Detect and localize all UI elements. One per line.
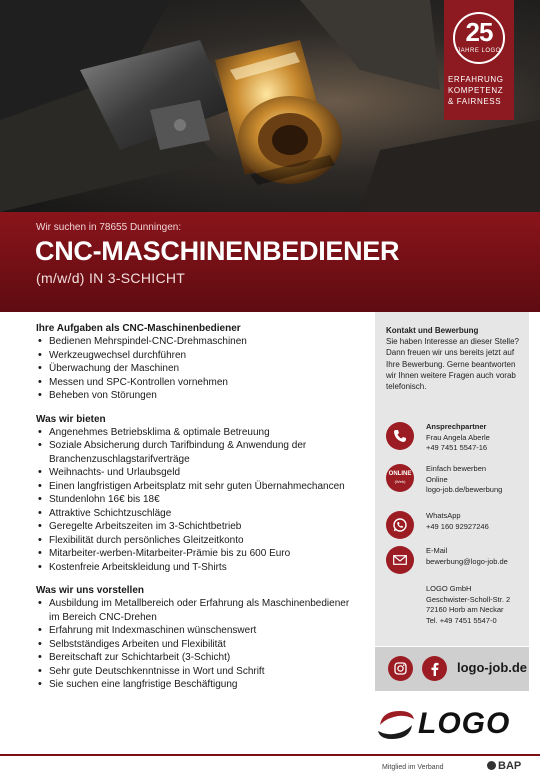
anniversary-subtitle: JAHRE LOGO xyxy=(457,48,501,54)
whatsapp-label: WhatsApp xyxy=(426,511,461,520)
list-item: • Bedienen Mehrspindel-CNC-Drehmaschinen xyxy=(36,335,358,349)
job-description xyxy=(36,322,358,702)
list-item: • Messen und SPC-Kontrollen vornehmen xyxy=(36,376,358,390)
bap-logo xyxy=(487,760,521,772)
slogan-line: KOMPETENZ xyxy=(448,86,504,95)
hero-image xyxy=(0,0,540,212)
tasks-list xyxy=(36,335,358,403)
logo-wordmark: LOGO xyxy=(418,707,511,740)
contact-intro-heading: Kontakt und Bewerbung xyxy=(386,326,479,335)
section-tasks xyxy=(36,322,358,403)
social-bar xyxy=(375,647,529,691)
online-badge-label: ONLINE xyxy=(388,471,412,477)
contact-phone-link[interactable]: +49 7451 5547-16 xyxy=(426,443,488,452)
website-link[interactable]: logo-job.de xyxy=(457,660,528,675)
phone-icon xyxy=(386,422,414,450)
list-item: • Bereitschaft zur Schichtarbeit (3-Schicht) xyxy=(36,651,358,665)
list-item: • Selbstständiges Arbeiten und Flexibilität xyxy=(36,638,358,652)
address-city: 72160 Horb am Neckar xyxy=(426,605,504,614)
logo-mark-icon xyxy=(376,707,416,743)
contact-intro-text: Sie haben Interesse an dieser Stelle? Dann freuen wir uns bereits jetzt auf Ihre Bewerbung. Gerne beantworten wir Ihnen weitere Fragen auch vorab telefonisch. xyxy=(386,337,519,392)
list-item: • Geregelte Arbeitszeiten im 3-Schichtbetrieb xyxy=(36,520,358,534)
job-subtitle: (m/w/d) IN 3-SCHICHT xyxy=(36,270,186,286)
slogan-line: & FAIRNESS xyxy=(448,97,502,106)
slogan-line: ERFAHRUNG xyxy=(448,75,504,84)
company-logo xyxy=(376,705,528,745)
email-address-link[interactable]: bewerbung@logo-job.de xyxy=(426,556,508,566)
online-apply-sub: Online xyxy=(426,474,448,484)
list-item: • Attraktive Schichtzuschläge xyxy=(36,507,358,521)
list-item: • Sehr gute Deutschkenntnisse in Wort und Schrift xyxy=(36,665,358,679)
email-icon xyxy=(386,546,414,574)
list-item: • Flexibilität durch persönliches Gleitzeitkonto xyxy=(36,534,358,548)
facebook-icon[interactable] xyxy=(422,656,447,681)
company-address xyxy=(426,584,526,626)
section-heading: Ihre Aufgaben als CNC-Maschinenbediener xyxy=(36,323,241,334)
job-title: CNC-MASCHINENBEDIENER xyxy=(35,236,400,266)
online-apply-label: Einfach bewerben xyxy=(426,464,487,473)
footer-divider xyxy=(0,754,540,756)
list-item: • Soziale Absicherung durch Tarifbindung & Anwendung der Branchenzuschlagstarifverträge xyxy=(36,439,358,466)
job-title-banner xyxy=(0,212,540,312)
section-offer xyxy=(36,413,358,575)
requirements-list xyxy=(36,597,358,692)
list-item: • Sie suchen eine langfristige Beschäftigung xyxy=(36,678,358,692)
bap-label: BAP xyxy=(498,760,522,772)
whatsapp-icon xyxy=(386,511,414,539)
anniversary-badge xyxy=(444,0,514,120)
list-item: • Erfahrung mit Indexmaschinen wünschenswert xyxy=(36,624,358,638)
list-item: • Ausbildung im Metallbereich oder Erfahrung als Maschinenbediener im Bereich CNC-Drehen xyxy=(36,597,358,624)
list-item: • Kostenfreie Arbeitskleidung und T-Shirts xyxy=(36,561,358,575)
address-company: LOGO GmbH xyxy=(426,584,472,593)
contact-name: Frau Angela Aberle xyxy=(426,432,490,442)
online-badge-sub: (Web) xyxy=(394,479,406,484)
list-item: • Überwachung der Maschinen xyxy=(36,362,358,376)
list-item: • Einen langfristigen Arbeitsplatz mit sehr guten Übernahmechancen xyxy=(36,480,358,494)
section-requirements xyxy=(36,584,358,692)
online-icon xyxy=(386,464,414,492)
instagram-icon[interactable] xyxy=(388,656,413,681)
email-label: E-Mail xyxy=(426,546,448,555)
footer-membership: Mitglied im Verband xyxy=(382,764,444,771)
section-heading: Was wir bieten xyxy=(36,413,106,425)
email-text xyxy=(426,546,530,567)
contact-person-text xyxy=(426,422,530,454)
anniversary-number: 25 xyxy=(465,17,493,47)
contact-sidebar xyxy=(375,312,529,646)
list-item: • Beheben von Störungen xyxy=(36,389,358,403)
whatsapp-number-link[interactable]: +49 160 92927246 xyxy=(426,521,489,531)
job-location: Wir suchen in 78655 Dunningen: xyxy=(36,222,182,233)
online-badge xyxy=(389,471,412,485)
contact-intro xyxy=(386,325,526,392)
list-item: • Stundenlohn 16€ bis 18€ xyxy=(36,493,358,507)
bap-icon xyxy=(487,761,496,770)
section-heading: Was wir uns vorstellen xyxy=(36,585,144,596)
list-item: • Angenehmes Betriebsklima & optimale Betreuung xyxy=(36,426,358,440)
list-item: • Werkzeugwechsel durchführen xyxy=(36,349,358,363)
offer-list xyxy=(36,426,358,575)
list-item: • Weihnachts- und Urlaubsgeld xyxy=(36,466,358,480)
contact-heading: Ansprechpartner xyxy=(426,422,487,431)
online-apply-link[interactable]: logo-job.de/bewerbung xyxy=(426,485,503,494)
list-item: • Mitarbeiter-werben-Mitarbeiter-Prämie bis zu 600 Euro xyxy=(36,547,358,561)
anniversary-slogan xyxy=(448,74,512,107)
whatsapp-text xyxy=(426,511,530,532)
address-street: Geschwister-Scholl-Str. 2 xyxy=(426,594,511,604)
address-phone[interactable]: Tel. +49 7451 5547-0 xyxy=(426,615,497,625)
online-apply-text xyxy=(426,464,530,496)
